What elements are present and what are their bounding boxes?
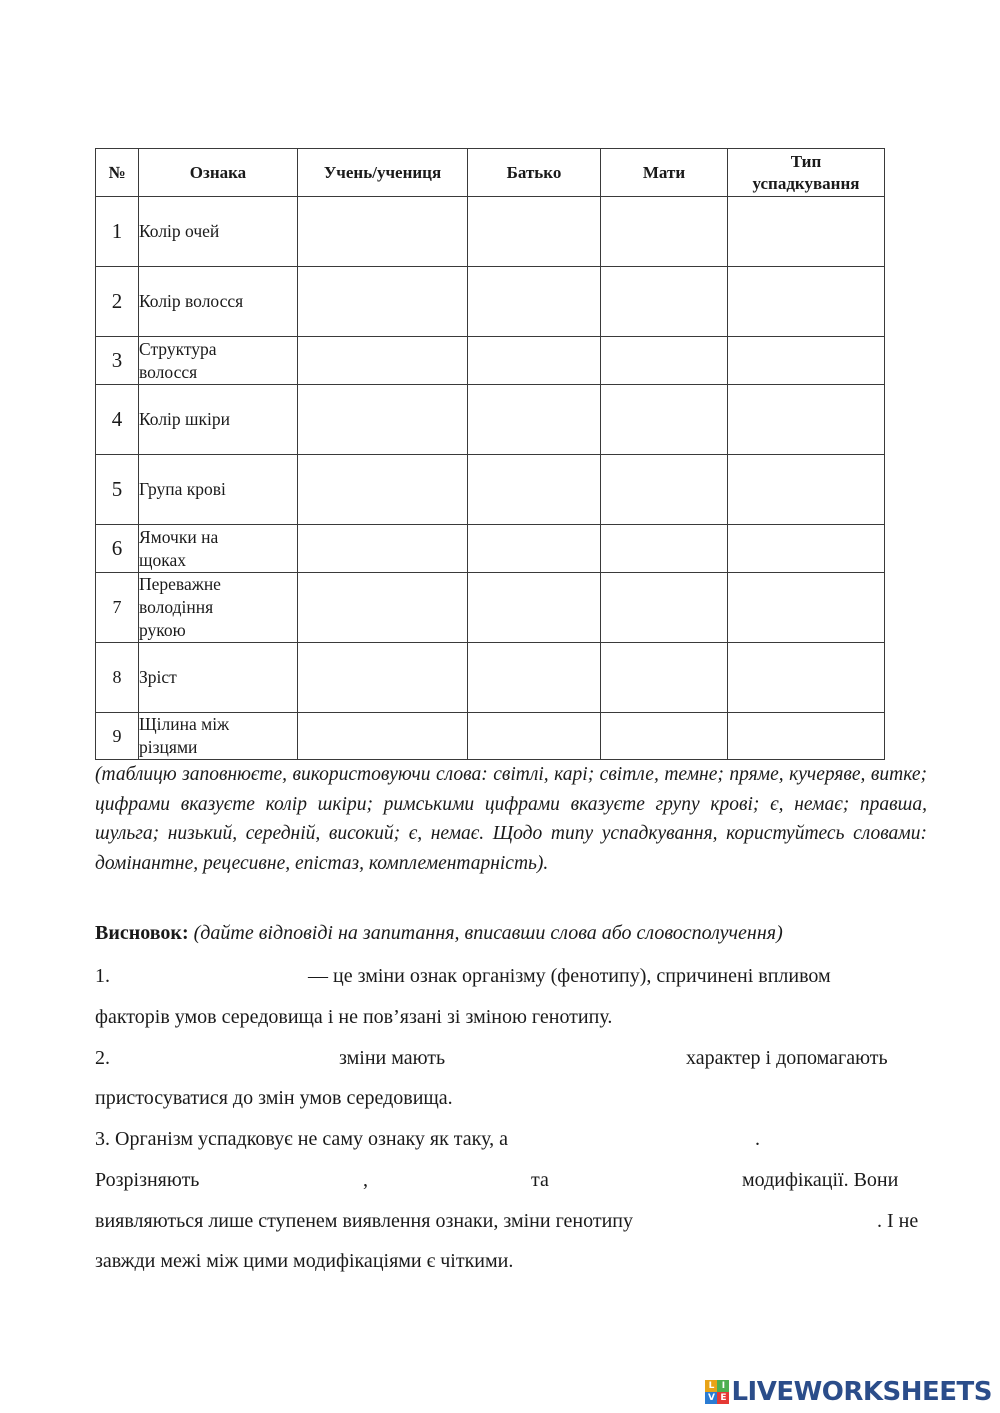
table-row	[96, 267, 885, 337]
liveworksheets-brand	[705, 1376, 992, 1408]
trait-label: Щілина між різцями	[139, 713, 298, 760]
inheritance-answer-cell[interactable]	[728, 643, 885, 713]
inheritance-answer-cell[interactable]	[728, 455, 885, 525]
line-text: модифікації. Вони	[742, 1169, 899, 1191]
header-mother: Мати	[601, 149, 728, 197]
line-text: . І не	[877, 1210, 919, 1232]
blank-2b[interactable]	[477, 1045, 677, 1071]
student-answer-cell[interactable]	[298, 455, 468, 525]
conclusion-subtitle: (дайте відповіді на запитання, вписавши слова або словосполучення)	[193, 922, 783, 944]
line-text: 3. Організм успадковує не саму ознаку як таку, а	[95, 1128, 508, 1150]
header-student: Учень/учениця	[298, 149, 468, 197]
father-answer-cell[interactable]	[468, 455, 601, 525]
inheritance-answer-cell[interactable]	[728, 525, 885, 573]
logo-letter: E	[717, 1392, 729, 1404]
blank-1[interactable]	[117, 963, 302, 989]
student-answer-cell[interactable]	[298, 197, 468, 267]
row-number: 8	[96, 643, 139, 713]
line-text: .	[755, 1128, 760, 1150]
inheritance-answer-cell[interactable]	[728, 573, 885, 643]
row-number: 1	[96, 197, 139, 267]
conclusion-line-1b: факторів умов середовища і не пов’язані зі зміною генотипу.	[95, 1006, 613, 1028]
father-answer-cell[interactable]	[468, 197, 601, 267]
row-number: 4	[96, 385, 139, 455]
student-answer-cell[interactable]	[298, 267, 468, 337]
blank-2a[interactable]	[117, 1045, 332, 1071]
table-row	[96, 197, 885, 267]
line-text: — це зміни ознак організму (фенотипу), спричинені впливом	[308, 965, 831, 987]
trait-label: Колір очей	[139, 197, 298, 267]
student-answer-cell[interactable]	[298, 573, 468, 643]
table-row	[96, 525, 885, 573]
blank-4a[interactable]	[225, 1167, 360, 1193]
line-text: характер і допомагають	[686, 1047, 888, 1069]
line-text: виявляються лише ступенем виявлення ознаки, зміни генотипу	[95, 1210, 633, 1232]
blank-5[interactable]	[735, 1208, 875, 1234]
father-answer-cell[interactable]	[468, 267, 601, 337]
mother-answer-cell[interactable]	[601, 337, 728, 385]
logo-letter: L	[705, 1380, 717, 1392]
table-row	[96, 713, 885, 760]
line-text: ,	[363, 1169, 368, 1191]
inheritance-answer-cell[interactable]	[728, 267, 885, 337]
mother-answer-cell[interactable]	[601, 455, 728, 525]
blank-3[interactable]	[589, 1126, 749, 1152]
line-text: та	[531, 1169, 549, 1191]
father-answer-cell[interactable]	[468, 337, 601, 385]
mother-answer-cell[interactable]	[601, 643, 728, 713]
logo-letter: V	[705, 1392, 717, 1404]
table-row	[96, 643, 885, 713]
table-row	[96, 573, 885, 643]
trait-label: Ямочки на щоках	[139, 525, 298, 573]
father-answer-cell[interactable]	[468, 713, 601, 760]
conclusion-line-6: завжди межі між цими модифікаціями є чіткими.	[95, 1250, 514, 1272]
mother-answer-cell[interactable]	[601, 385, 728, 455]
student-answer-cell[interactable]	[298, 337, 468, 385]
line-text: Розрізняють	[95, 1169, 200, 1191]
row-number: 9	[96, 713, 139, 760]
mother-answer-cell[interactable]	[601, 197, 728, 267]
father-answer-cell[interactable]	[468, 573, 601, 643]
line-text: зміни мають	[339, 1047, 446, 1069]
trait-label: Зріст	[139, 643, 298, 713]
conclusion-heading	[95, 920, 927, 946]
student-answer-cell[interactable]	[298, 525, 468, 573]
brand-name: LIVEWORKSHEETS	[731, 1377, 992, 1407]
header-number: №	[96, 149, 139, 197]
mother-answer-cell[interactable]	[601, 713, 728, 760]
table-row	[96, 337, 885, 385]
mother-answer-cell[interactable]	[601, 525, 728, 573]
father-answer-cell[interactable]	[468, 525, 601, 573]
student-answer-cell[interactable]	[298, 643, 468, 713]
item-number: 1.	[95, 965, 110, 987]
row-number: 5	[96, 455, 139, 525]
trait-label: Переважне володіння рукою	[139, 573, 298, 643]
liveworksheets-logo-icon	[705, 1380, 729, 1404]
row-number: 6	[96, 525, 139, 573]
header-father: Батько	[468, 149, 601, 197]
header-inheritance-type: Тип успадкування	[728, 149, 885, 197]
student-answer-cell[interactable]	[298, 713, 468, 760]
row-number: 2	[96, 267, 139, 337]
table-row	[96, 385, 885, 455]
mother-answer-cell[interactable]	[601, 573, 728, 643]
inheritance-answer-cell[interactable]	[728, 713, 885, 760]
conclusion-title: Висновок:	[95, 922, 189, 944]
row-number: 7	[96, 573, 139, 643]
trait-label: Колір волосся	[139, 267, 298, 337]
father-answer-cell[interactable]	[468, 385, 601, 455]
table-row	[96, 455, 885, 525]
blank-4c[interactable]	[557, 1167, 737, 1193]
table-instructions: (таблицю заповнюєте, використовуючи слова: світлі, карі; світле, темне; пряме, кучеряве, витке; цифрами вказуєте колір шкіри; римськими цифрами вказуєте групу крові; є, немає; правша, шульга; низький, середній, високий; є, немає. Щодо типу успадкування, користуйтесь словами: домінантне, рецесивне, епістаз, комплементарність).	[95, 764, 927, 874]
trait-label: Колір шкіри	[139, 385, 298, 455]
table-header-row	[96, 149, 885, 197]
student-answer-cell[interactable]	[298, 385, 468, 455]
inheritance-answer-cell[interactable]	[728, 385, 885, 455]
item-number: 2.	[95, 1047, 110, 1069]
conclusion-line-2b: пристосуватися до змін умов середовища.	[95, 1087, 453, 1109]
father-answer-cell[interactable]	[468, 643, 601, 713]
inheritance-answer-cell[interactable]	[728, 197, 885, 267]
inheritance-answer-cell[interactable]	[728, 337, 885, 385]
trait-label: Група крові	[139, 455, 298, 525]
blank-4b[interactable]	[375, 1167, 525, 1193]
row-number: 3	[96, 337, 139, 385]
trait-label: Структура волосся	[139, 337, 298, 385]
traits-table	[95, 148, 885, 760]
mother-answer-cell[interactable]	[601, 267, 728, 337]
logo-letter: I	[717, 1380, 729, 1392]
header-trait: Ознака	[139, 149, 298, 197]
